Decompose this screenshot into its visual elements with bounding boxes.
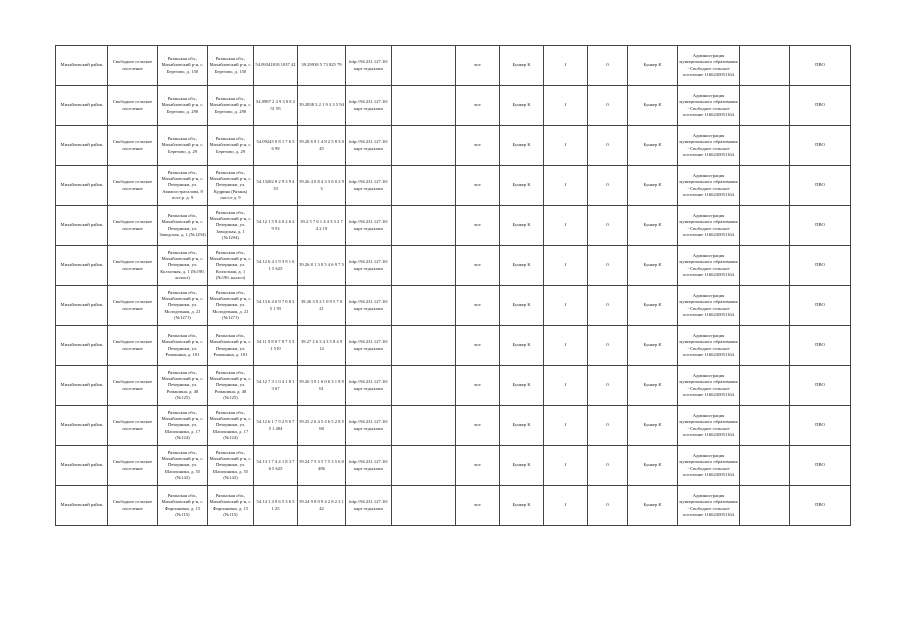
extra-cell — [740, 326, 790, 366]
location-cell: Рязанская обл., Михайловский р-н, с. Печерники, ул. Ромашина, д. 101 — [158, 326, 208, 366]
bin-type-cell-2: Бункер К — [628, 486, 678, 526]
settlement-type-cell: Свободное сельское поселение — [108, 206, 158, 246]
table-body — [56, 46, 851, 526]
longitude-cell: 39.26 8 1 3 0 5 4 6 9 7 5 — [298, 246, 346, 286]
address-cell: Рязанская обл., Михайловский р-н, с. Березово, д. 150 — [208, 46, 254, 86]
extra-cell — [740, 446, 790, 486]
map-link-cell[interactable]: http://94.231.127.10/карт отдыхами — [346, 486, 392, 526]
empty-cell — [392, 246, 456, 286]
district-cell: Михайловский район — [56, 246, 108, 286]
bin-type-cell-2: Бункер К — [628, 446, 678, 486]
location-cell: Рязанская обл., Михайловский р-н, с. Березово, д. 150 — [158, 46, 208, 86]
bin-type-cell: Бункер К — [500, 206, 544, 246]
map-link-cell[interactable]: http://94.231.127.10/карт отдыхами — [346, 286, 392, 326]
zero-cell: 0 — [588, 246, 628, 286]
table-row — [56, 366, 851, 406]
longitude-cell: 39.2 5 7 6 1 4 4 3 3 2 7 4 2 19 — [298, 206, 346, 246]
empty-cell — [392, 486, 456, 526]
bin-type-cell-2: Бункер К — [628, 86, 678, 126]
settlement-type-cell: Свободное сельское поселение — [108, 286, 158, 326]
table-row — [56, 126, 851, 166]
settlement-type-cell: Свободное сельское поселение — [108, 246, 158, 286]
empty-cell — [392, 46, 456, 86]
address-cell: Рязанская обл., Михайловский р-н, с. Печерники, ул. Ромашина, д. 48 (№125) — [208, 366, 254, 406]
zero-cell: 0 — [588, 86, 628, 126]
district-cell: Михайловский район — [56, 446, 108, 486]
settlement-type-cell: Свободное сельское поселение — [108, 446, 158, 486]
map-link-cell[interactable]: http://94.231.127.10/карт отдыхами — [346, 246, 392, 286]
table-row — [56, 166, 851, 206]
empty-cell — [392, 286, 456, 326]
bin-type-cell: Бункер К — [500, 286, 544, 326]
longitude-cell: 39.28 6 9 1 4 8 2 5 8 3 0 45 — [298, 126, 346, 166]
owner-cell: Администрация муниципального образования - Свободное сельское поселение 1166230051164 — [678, 366, 740, 406]
latitude-cell: 54.11 9 8 0 7 8 7 5 3 1 510 — [254, 326, 298, 366]
owner-cell: Администрация муниципального образования - Свободное сельское поселение 1166230051164 — [678, 46, 740, 86]
zero-cell: 0 — [588, 46, 628, 86]
address-cell: Рязанская обл., Михайловский р-н, с. Печерники, ул. Кудрина (Рязань) шоссе д. 9 — [208, 166, 254, 206]
address-cell: Рязанская обл., Михайловский р-н, с. Березово, д. 290 — [208, 86, 254, 126]
quantity-cell: 1 — [544, 406, 588, 446]
table-row — [56, 326, 851, 366]
location-cell: Рязанская обл., Михайловский р-н, с. Березово, д. 290 — [158, 86, 208, 126]
latitude-cell: 54.09341818 1037 42 — [254, 46, 298, 86]
extra-cell — [740, 486, 790, 526]
map-link-cell[interactable]: http://94.231.127.10/карт отдыхами — [346, 166, 392, 206]
empty-cell — [392, 206, 456, 246]
status-cell: ПВО — [790, 166, 851, 206]
longitude-cell: 39.26 3 9 2 1 0 9 5 7 0 21 — [298, 286, 346, 326]
empty-cell — [392, 446, 456, 486]
longitude-cell: 39.27 2 6 3 4 3 5 8 4 9 14 — [298, 326, 346, 366]
extra-cell — [740, 366, 790, 406]
latitude-cell: 54.0987 2 4 9 3 0 8 2 51 95 — [254, 86, 298, 126]
longitude-cell: 39.25 2 6 4 5 4 6 5 2 8 5 68 — [298, 406, 346, 446]
owner-cell: Администрация муниципального образования - Свободное сельское поселение 1166230051164 — [678, 486, 740, 526]
zero-cell: 0 — [588, 286, 628, 326]
category-cell: все — [456, 126, 500, 166]
quantity-cell: 1 — [544, 126, 588, 166]
status-cell: ПВО — [790, 86, 851, 126]
bin-type-cell-2: Бункер К — [628, 46, 678, 86]
table-row — [56, 206, 851, 246]
settlement-type-cell: Свободное сельское поселение — [108, 46, 158, 86]
bin-type-cell: Бункер К — [500, 366, 544, 406]
status-cell: ПВО — [790, 286, 851, 326]
category-cell: все — [456, 366, 500, 406]
registry-table — [55, 45, 851, 526]
longitude-cell: 39.24 9 8 0 9 4 2 8 2 3 1 42 — [298, 486, 346, 526]
map-link-cell[interactable]: http://94.231.127.10/карт отдыхами — [346, 86, 392, 126]
quantity-cell: 1 — [544, 486, 588, 526]
latitude-cell: 54.14 1 4 9 6 5 3 6 3 1 25 — [254, 486, 298, 526]
empty-cell — [392, 326, 456, 366]
status-cell: ПВО — [790, 126, 851, 166]
district-cell: Михайловский район — [56, 166, 108, 206]
status-cell: ПВО — [790, 406, 851, 446]
longitude-cell: 39.29938 5 73 825 79 — [298, 46, 346, 86]
quantity-cell: 1 — [544, 446, 588, 486]
location-cell: Рязанская обл., Михайловский р-н, с. Печерники, ул. Ромашина, д. 48 (№125) — [158, 366, 208, 406]
location-cell: Рязанская обл., Михайловский р-н, с. Березово, д. 29 — [158, 126, 208, 166]
district-cell: Михайловский район — [56, 366, 108, 406]
bin-type-cell-2: Бункер К — [628, 326, 678, 366]
category-cell: все — [456, 406, 500, 446]
bin-type-cell-2: Бункер К — [628, 406, 678, 446]
extra-cell — [740, 46, 790, 86]
location-cell: Рязанская обл., Михайловский р-н, с. Печерники, ул. Заводская, д. 1 (№1294) — [158, 206, 208, 246]
latitude-cell: 54.09245 0 8 1 7 6 3 6 99 — [254, 126, 298, 166]
owner-cell: Администрация муниципального образования - Свободное сельское поселение 1166230051164 — [678, 326, 740, 366]
latitude-cell: 54.12 6 1 7 9 2 9 0 7 5 1 484 — [254, 406, 298, 446]
bin-type-cell: Бункер К — [500, 46, 544, 86]
address-cell: Рязанская обл., Михайловский р-н, с. Печерники, ул. Шапошника, д. 55 (№142) — [208, 446, 254, 486]
table-row — [56, 406, 851, 446]
table-row — [56, 246, 851, 286]
table-row — [56, 446, 851, 486]
address-cell: Рязанская обл., Михайловский р-н, с. Печерники, ул. Ромашина, д. 101 — [208, 326, 254, 366]
location-cell: Рязанская обл., Михайловский р-н, с. Печерники, ул. Шапошника, д. 55 (№142) — [158, 446, 208, 486]
district-cell: Михайловский район — [56, 406, 108, 446]
zero-cell: 0 — [588, 166, 628, 206]
bin-type-cell: Бункер К — [500, 486, 544, 526]
address-cell: Рязанская обл., Михайловский р-н, с. Печерники, ул. Молодежная, д. 21 (№1271) — [208, 286, 254, 326]
location-cell: Рязанская обл., Михайловский р-н, с. Печерники, ул. Авиапострагалова, 8 пост.р. д. 9 — [158, 166, 208, 206]
location-cell: Рязанская обл., Михайловский р-н, с. Печерники, ул. Молодежная, д. 21 (№1271) — [158, 286, 208, 326]
latitude-cell: 54.13202 0 2 9 3 9 4 33 — [254, 166, 298, 206]
district-cell: Михайловский район — [56, 206, 108, 246]
map-link-cell[interactable]: http://94.231.127.10/карт отдыхами — [346, 366, 392, 406]
district-cell: Михайловский район — [56, 486, 108, 526]
extra-cell — [740, 206, 790, 246]
map-link-cell[interactable]: http://94.231.127.10/карт отдыхами — [346, 126, 392, 166]
owner-cell: Администрация муниципального образования - Свободное сельское поселение 1166230051164 — [678, 446, 740, 486]
zero-cell: 0 — [588, 406, 628, 446]
longitude-cell: 39.26 4 0 8 4 3 3 6 0 2 9 3 — [298, 166, 346, 206]
location-cell: Рязанская обл., Михайловский р-н, с. Фирсиновка, д. 15 (№115) — [158, 486, 208, 526]
bin-type-cell-2: Бункер К — [628, 286, 678, 326]
map-link-cell[interactable]: http://94.231.127.10/карт отдыхами — [346, 206, 392, 246]
category-cell: все — [456, 486, 500, 526]
settlement-type-cell: Свободное сельское поселение — [108, 486, 158, 526]
latitude-cell: 54.13 1 7 4 4 1 8 3 7 6 5 625 — [254, 446, 298, 486]
settlement-type-cell: Свободное сельское поселение — [108, 406, 158, 446]
map-link-cell[interactable]: http://94.231.127.10/карт отдыхами — [346, 446, 392, 486]
category-cell: все — [456, 446, 500, 486]
latitude-cell: 54.13 6 4 6 9 7 0 8 2 5 1 95 — [254, 286, 298, 326]
status-cell: ПВО — [790, 246, 851, 286]
district-cell: Михайловский район — [56, 46, 108, 86]
bin-type-cell: Бункер К — [500, 126, 544, 166]
bin-type-cell-2: Бункер К — [628, 126, 678, 166]
owner-cell: Администрация муниципального образования - Свободное сельское поселение 1166230051164 — [678, 86, 740, 126]
owner-cell: Администрация муниципального образования - Свободное сельское поселение 1166230051164 — [678, 206, 740, 246]
address-cell: Рязанская обл., Михайловский р-н, с. Фирсиновка, д. 15 (№115) — [208, 486, 254, 526]
category-cell: все — [456, 206, 500, 246]
zero-cell: 0 — [588, 366, 628, 406]
zero-cell: 0 — [588, 446, 628, 486]
map-link-cell[interactable]: http://94.231.127.10/карт отдыхами — [346, 46, 392, 86]
zero-cell: 0 — [588, 326, 628, 366]
empty-cell — [392, 366, 456, 406]
longitude-cell: 39.26 3 9 1 6 0 6 3 1 8 9 61 — [298, 366, 346, 406]
status-cell: ПВО — [790, 446, 851, 486]
bin-type-cell-2: Бункер К — [628, 206, 678, 246]
bin-type-cell: Бункер К — [500, 406, 544, 446]
owner-cell: Администрация муниципального образования - Свободное сельское поселение 1166230051164 — [678, 246, 740, 286]
settlement-type-cell: Свободное сельское поселение — [108, 126, 158, 166]
category-cell: все — [456, 286, 500, 326]
district-cell: Михайловский район — [56, 286, 108, 326]
quantity-cell: 1 — [544, 46, 588, 86]
bin-type-cell: Бункер К — [500, 326, 544, 366]
table-row — [56, 46, 851, 86]
address-cell: Рязанская обл., Михайловский р-н, с. Печерники, ул. Шапошника, д. 17 (№124) — [208, 406, 254, 446]
latitude-cell: 54.12 6 4 1 9 3 9 1 6 1 5 625 — [254, 246, 298, 286]
settlement-type-cell: Свободное сельское поселение — [108, 166, 158, 206]
status-cell: ПВО — [790, 326, 851, 366]
empty-cell — [392, 166, 456, 206]
zero-cell: 0 — [588, 126, 628, 166]
district-cell: Михайловский район — [56, 326, 108, 366]
quantity-cell: 1 — [544, 206, 588, 246]
latitude-cell: 54.12 7 3 1 0 4 1 8 1 3 67 — [254, 366, 298, 406]
category-cell: все — [456, 46, 500, 86]
category-cell: все — [456, 246, 500, 286]
table-row — [56, 286, 851, 326]
map-link-cell[interactable]: http://94.231.127.10/карт отдыхами — [346, 406, 392, 446]
bin-type-cell: Бункер К — [500, 246, 544, 286]
bin-type-cell-2: Бункер К — [628, 366, 678, 406]
owner-cell: Администрация муниципального образования - Свободное сельское поселение 1166230051164 — [678, 406, 740, 446]
bin-type-cell-2: Бункер К — [628, 166, 678, 206]
bin-type-cell: Бункер К — [500, 86, 544, 126]
address-cell: Рязанская обл., Михайловский р-н, с. Печерники, ул. Колхозная, д. 1 (№190, колхоз) — [208, 246, 254, 286]
quantity-cell: 1 — [544, 366, 588, 406]
longitude-cell: 39.24 7 5 3 5 7 5 3 5 6 0 486 — [298, 446, 346, 486]
quantity-cell: 1 — [544, 166, 588, 206]
extra-cell — [740, 86, 790, 126]
address-cell: Рязанская обл., Михайловский р-н, с. Печерники, ул. Заводская, д. 1 (№1294) — [208, 206, 254, 246]
longitude-cell: 39.2838 3 2 1 9 3 3 5 94 — [298, 86, 346, 126]
latitude-cell: 54.12 1 5 9 4 0 2 6 2 9 53 — [254, 206, 298, 246]
settlement-type-cell: Свободное сельское поселение — [108, 326, 158, 366]
table-row — [56, 86, 851, 126]
empty-cell — [392, 406, 456, 446]
quantity-cell: 1 — [544, 86, 588, 126]
location-cell: Рязанская обл., Михайловский р-н, с. Печерники, ул. Колхозная, д. 1 (№190, колхоз) — [158, 246, 208, 286]
extra-cell — [740, 166, 790, 206]
district-cell: Михайловский район — [56, 126, 108, 166]
zero-cell: 0 — [588, 206, 628, 246]
owner-cell: Администрация муниципального образования - Свободное сельское поселение 1166230051164 — [678, 286, 740, 326]
quantity-cell: 1 — [544, 326, 588, 366]
bin-type-cell-2: Бункер К — [628, 246, 678, 286]
owner-cell: Администрация муниципального образования - Свободное сельское поселение 1166230051164 — [678, 126, 740, 166]
quantity-cell: 1 — [544, 246, 588, 286]
status-cell: ПВО — [790, 366, 851, 406]
extra-cell — [740, 406, 790, 446]
empty-cell — [392, 126, 456, 166]
bin-type-cell: Бункер К — [500, 166, 544, 206]
district-cell: Михайловский район — [56, 86, 108, 126]
settlement-type-cell: Свободное сельское поселение — [108, 86, 158, 126]
category-cell: все — [456, 86, 500, 126]
status-cell: ПВО — [790, 206, 851, 246]
bin-type-cell: Бункер К — [500, 446, 544, 486]
empty-cell — [392, 86, 456, 126]
category-cell: все — [456, 166, 500, 206]
zero-cell: 0 — [588, 486, 628, 526]
extra-cell — [740, 246, 790, 286]
table-row — [56, 486, 851, 526]
extra-cell — [740, 286, 790, 326]
location-cell: Рязанская обл., Михайловский р-н, с. Печерники, ул. Шапошника, д. 17 (№124) — [158, 406, 208, 446]
status-cell: ПВО — [790, 486, 851, 526]
settlement-type-cell: Свободное сельское поселение — [108, 366, 158, 406]
extra-cell — [740, 126, 790, 166]
map-link-cell[interactable]: http://94.231.127.10/карт отдыхами — [346, 326, 392, 366]
address-cell: Рязанская обл., Михайловский р-н, с. Березово, д. 29 — [208, 126, 254, 166]
owner-cell: Администрация муниципального образования - Свободное сельское поселение 1166230051164 — [678, 166, 740, 206]
status-cell: ПВО — [790, 46, 851, 86]
category-cell: все — [456, 326, 500, 366]
quantity-cell: 1 — [544, 286, 588, 326]
